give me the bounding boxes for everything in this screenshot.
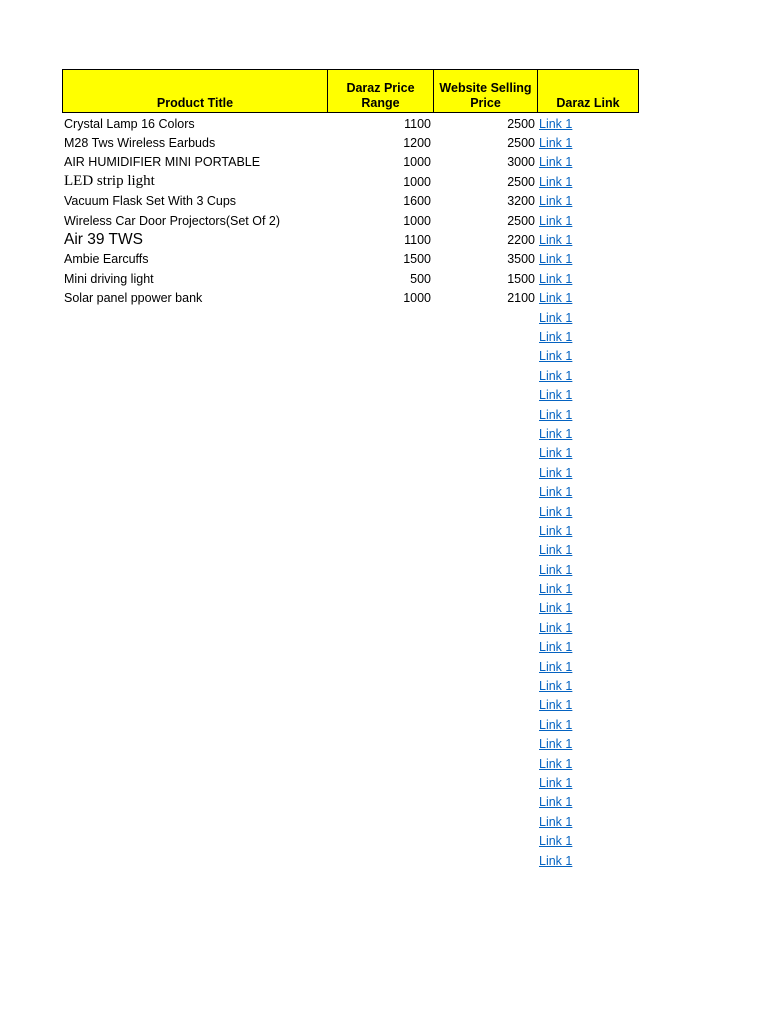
daraz-link-cell: [537, 640, 637, 654]
daraz-price-cell: 500: [410, 271, 431, 286]
daraz-link-cell: [537, 446, 637, 460]
header-website-selling-price: Website Selling Price: [434, 70, 538, 112]
table-row: [62, 541, 639, 560]
product-title-cell: Vacuum Flask Set With 3 Cups: [64, 194, 237, 209]
daraz-link[interactable]: Link 1: [539, 252, 573, 267]
table-row: [62, 230, 639, 249]
daraz-link[interactable]: Link 1: [539, 446, 573, 461]
table-row: [62, 502, 639, 521]
table-row: [62, 366, 639, 385]
daraz-link-cell: [537, 117, 637, 131]
daraz-link[interactable]: Link 1: [539, 795, 573, 810]
daraz-link[interactable]: Link 1: [539, 834, 573, 849]
website-price-cell: 2500: [507, 174, 535, 189]
daraz-link-cell: [537, 408, 637, 422]
website-price-cell: 3500: [507, 252, 535, 267]
table-row: [62, 424, 639, 443]
website-price-cell: 3200: [507, 194, 535, 209]
header-daraz-link: Daraz Link: [538, 70, 638, 112]
daraz-link[interactable]: Link 1: [539, 717, 573, 732]
daraz-link[interactable]: Link 1: [539, 426, 573, 441]
header-daraz-price-range: Daraz Price Range: [328, 70, 434, 112]
daraz-link[interactable]: Link 1: [539, 814, 573, 829]
daraz-link-cell: [537, 252, 637, 266]
table-body: [62, 114, 639, 870]
table-row: [62, 444, 639, 463]
daraz-price-cell: 1000: [403, 155, 431, 170]
daraz-link-cell: [537, 795, 637, 809]
daraz-link-cell: [537, 349, 637, 363]
daraz-price-cell: 1100: [404, 116, 431, 131]
daraz-link-cell: [537, 194, 637, 208]
product-title-cell: Air 39 TWS: [64, 231, 143, 249]
daraz-link[interactable]: Link 1: [539, 601, 573, 616]
website-price-cell: 2500: [507, 136, 535, 151]
table-row: [62, 308, 639, 327]
daraz-link[interactable]: Link 1: [539, 310, 573, 325]
daraz-link-cell: [537, 601, 637, 615]
daraz-link[interactable]: Link 1: [539, 853, 573, 868]
daraz-link-cell: [537, 136, 637, 150]
header-product-title: Product Title: [63, 70, 328, 112]
daraz-link[interactable]: Link 1: [539, 174, 573, 189]
product-title-cell: LED strip light: [64, 173, 155, 190]
daraz-link-cell: [537, 834, 637, 848]
table-row: [62, 289, 639, 308]
table-row: [62, 327, 639, 346]
daraz-link[interactable]: Link 1: [539, 659, 573, 674]
daraz-link[interactable]: Link 1: [539, 116, 573, 131]
daraz-link-cell: [537, 155, 637, 169]
daraz-link[interactable]: Link 1: [539, 465, 573, 480]
daraz-link[interactable]: Link 1: [539, 194, 573, 209]
header-row: [62, 69, 639, 113]
website-price-cell: 3000: [507, 155, 535, 170]
daraz-link-cell: [537, 214, 637, 228]
daraz-link-cell: [537, 582, 637, 596]
table-row: [62, 347, 639, 366]
daraz-price-cell: 1100: [404, 233, 431, 248]
daraz-link-cell: [537, 233, 637, 247]
daraz-link-cell: [537, 466, 637, 480]
table-row: [62, 812, 639, 831]
table-row: [62, 482, 639, 501]
table-row: [62, 599, 639, 618]
website-price-cell: 2500: [507, 213, 535, 228]
daraz-link[interactable]: Link 1: [539, 213, 573, 228]
daraz-link[interactable]: Link 1: [539, 543, 573, 558]
daraz-price-cell: 1000: [403, 174, 431, 189]
daraz-link-cell: [537, 621, 637, 635]
daraz-link-cell: [537, 698, 637, 712]
product-title-cell: M28 Tws Wireless Earbuds: [64, 136, 216, 151]
daraz-link-cell: [537, 485, 637, 499]
website-price-cell: 2200: [507, 233, 535, 248]
table-row: [62, 153, 639, 172]
daraz-price-cell: 1600: [403, 194, 431, 209]
daraz-link-cell: [537, 311, 637, 325]
table-row: [62, 579, 639, 598]
daraz-link-cell: [537, 272, 637, 286]
daraz-link-cell: [537, 757, 637, 771]
daraz-link[interactable]: Link 1: [539, 775, 573, 790]
daraz-link-cell: [537, 175, 637, 189]
daraz-link-cell: [537, 427, 637, 441]
table-row: [62, 521, 639, 540]
table-row: [62, 618, 639, 637]
daraz-link[interactable]: Link 1: [539, 504, 573, 519]
table-row: [62, 560, 639, 579]
daraz-link-cell: [537, 563, 637, 577]
daraz-link-cell: [537, 660, 637, 674]
daraz-link[interactable]: Link 1: [539, 679, 573, 694]
product-title-cell: Ambie Earcuffs: [64, 252, 149, 267]
table-row: [62, 735, 639, 754]
daraz-link-cell: [537, 737, 637, 751]
table-row: [62, 638, 639, 657]
table-row: [62, 211, 639, 230]
product-title-cell: Wireless Car Door Projectors(Set Of 2): [64, 213, 281, 228]
daraz-link[interactable]: Link 1: [539, 523, 573, 538]
daraz-link[interactable]: Link 1: [539, 388, 573, 403]
daraz-link[interactable]: Link 1: [539, 233, 573, 248]
table-row: [62, 676, 639, 695]
table-row: [62, 114, 639, 133]
table-row: [62, 657, 639, 676]
table-row: [62, 172, 639, 191]
daraz-link-cell: [537, 291, 637, 305]
website-price-cell: 2100: [507, 291, 535, 306]
daraz-price-cell: 1500: [403, 252, 431, 267]
daraz-link-cell: [537, 854, 637, 868]
product-title-cell: Crystal Lamp 16 Colors: [64, 116, 195, 131]
daraz-link[interactable]: Link 1: [539, 620, 573, 635]
daraz-price-cell: 1200: [403, 136, 431, 151]
daraz-link-cell: [537, 543, 637, 557]
table-row: [62, 793, 639, 812]
daraz-price-cell: 1000: [403, 291, 431, 306]
table-row: [62, 133, 639, 152]
daraz-link-cell: [537, 815, 637, 829]
spreadsheet: [62, 69, 639, 870]
table-row: [62, 269, 639, 288]
daraz-link-cell: [537, 330, 637, 344]
daraz-link[interactable]: Link 1: [539, 291, 573, 306]
daraz-link[interactable]: Link 1: [539, 329, 573, 344]
table-row: [62, 851, 639, 870]
daraz-link[interactable]: Link 1: [539, 737, 573, 752]
table-row: [62, 754, 639, 773]
table-row: [62, 405, 639, 424]
daraz-link[interactable]: Link 1: [539, 271, 573, 286]
daraz-link[interactable]: Link 1: [539, 485, 573, 500]
table-row: [62, 715, 639, 734]
daraz-link[interactable]: Link 1: [539, 640, 573, 655]
daraz-link[interactable]: Link 1: [539, 136, 573, 151]
daraz-link[interactable]: Link 1: [539, 349, 573, 364]
daraz-link-cell: [537, 776, 637, 790]
table-row: [62, 696, 639, 715]
daraz-link-cell: [537, 718, 637, 732]
daraz-price-cell: 1000: [403, 213, 431, 228]
website-price-cell: 2500: [507, 116, 535, 131]
daraz-link[interactable]: Link 1: [539, 407, 573, 422]
daraz-link[interactable]: Link 1: [539, 155, 573, 170]
daraz-link[interactable]: Link 1: [539, 582, 573, 597]
daraz-link-cell: [537, 524, 637, 538]
table-row: [62, 773, 639, 792]
table-row: [62, 250, 639, 269]
daraz-link-cell: [537, 369, 637, 383]
product-title-cell: Solar panel ppower bank: [64, 291, 203, 306]
product-title-cell: Mini driving light: [64, 271, 154, 286]
daraz-link-cell: [537, 679, 637, 693]
daraz-link[interactable]: Link 1: [539, 368, 573, 383]
table-row: [62, 385, 639, 404]
daraz-link[interactable]: Link 1: [539, 756, 573, 771]
table-row: [62, 463, 639, 482]
daraz-link-cell: [537, 388, 637, 402]
daraz-link[interactable]: Link 1: [539, 562, 573, 577]
daraz-link[interactable]: Link 1: [539, 698, 573, 713]
table-row: [62, 831, 639, 850]
website-price-cell: 1500: [507, 271, 535, 286]
product-title-cell: AIR HUMIDIFIER MINI PORTABLE: [64, 155, 261, 170]
daraz-link-cell: [537, 505, 637, 519]
table-row: [62, 192, 639, 211]
